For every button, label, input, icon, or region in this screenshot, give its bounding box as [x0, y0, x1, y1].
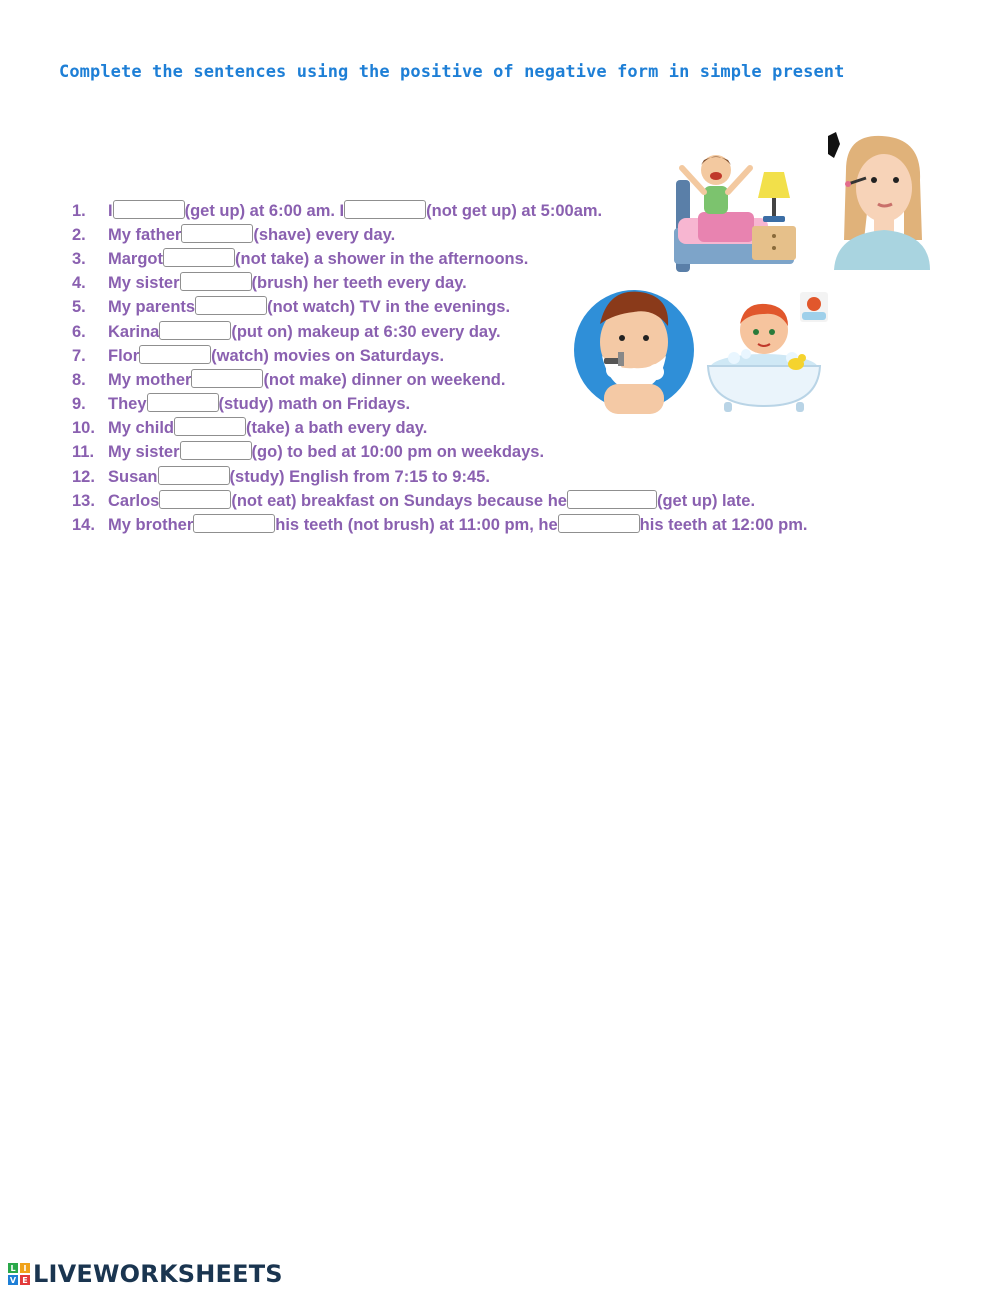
answer-box-1a[interactable]: [113, 200, 185, 219]
man-shaving-image: [574, 280, 694, 414]
answer-box-2[interactable]: [181, 224, 253, 243]
answer-box-12[interactable]: [158, 466, 230, 485]
item-number: 4.: [72, 274, 86, 293]
sentence-text: My sister: [108, 274, 180, 293]
sentence-3: [72, 247, 952, 271]
item-number: 5.: [72, 298, 86, 317]
sentence-text: (study) English from 7:15 to 9:45.: [229, 467, 490, 486]
sentence-text: (get up) late.: [656, 491, 756, 510]
sentence-text: (get up) at 6:00 am. I: [184, 201, 345, 220]
sentence-text: Flor: [108, 346, 140, 365]
item-number: 7.: [72, 346, 86, 365]
sentence-11: [72, 441, 952, 465]
sentence-text: (not make) dinner on weekend.: [263, 370, 506, 389]
sentence-1: [72, 199, 952, 223]
item-number: 3.: [72, 249, 86, 268]
item-number: 2.: [72, 225, 86, 244]
sentence-text: (go) to bed at 10:00 pm on weekdays.: [251, 443, 545, 462]
logo-cube-letter: E: [22, 1276, 28, 1285]
answer-box-3[interactable]: [163, 248, 235, 267]
sentence-text: My father: [108, 225, 182, 244]
sentence-text: (watch) movies on Saturdays.: [211, 346, 445, 365]
sentence-text: Karina: [108, 322, 160, 341]
sentence-text: (not get up) at 5:00am.: [426, 201, 603, 220]
item-number: 9.: [72, 395, 86, 414]
sentence-text: My brother: [108, 516, 194, 535]
instruction-text: Complete the sentences using the positive of negative form in simple present: [59, 62, 845, 82]
sentence-text: Margot: [108, 249, 163, 268]
sentence-text: Susan: [108, 467, 158, 486]
logo-cube-icon: [8, 1263, 30, 1285]
answer-box-6[interactable]: [159, 321, 231, 340]
item-number: 12.: [72, 467, 95, 486]
answer-box-10[interactable]: [174, 417, 246, 436]
boy-waking-up-image: [668, 150, 802, 274]
sentence-text: They: [108, 395, 147, 414]
sentence-text: (not eat) breakfast on Sundays because he: [231, 491, 567, 510]
sentence-text: (take) a bath every day.: [246, 419, 428, 438]
sentence-13: [72, 489, 952, 513]
answer-box-13b[interactable]: [567, 490, 657, 509]
item-number: 6.: [72, 322, 86, 341]
item-number: 10.: [72, 419, 95, 438]
sentence-text: (shave) every day.: [253, 225, 396, 244]
answer-box-4[interactable]: [180, 272, 252, 291]
liveworksheets-logo: [8, 1260, 283, 1288]
sentence-text: (put on) makeup at 6:30 every day.: [231, 322, 501, 341]
item-number: 8.: [72, 370, 86, 389]
logo-cube-letter: L: [10, 1264, 16, 1273]
woman-makeup-image: [826, 130, 934, 270]
sentence-text: his teeth (not brush) at 11:00 pm, he: [275, 516, 558, 535]
sentence-10: [72, 417, 952, 441]
answer-box-1b[interactable]: [344, 200, 426, 219]
sentence-text: his teeth at 12:00 pm.: [639, 516, 808, 535]
sentence-text: (not watch) TV in the evenings.: [267, 298, 511, 317]
sentence-text: My child: [108, 419, 175, 438]
sentence-2: [72, 223, 952, 247]
sentence-text: Carlos: [108, 491, 160, 510]
sentence-text: My parents: [108, 298, 196, 317]
sentence-text: (brush) her teeth every day.: [251, 274, 467, 293]
answer-box-14a[interactable]: [193, 514, 275, 533]
answer-box-9[interactable]: [147, 393, 219, 412]
sentence-text: I: [108, 201, 113, 220]
baby-bath-image: [704, 290, 832, 418]
answer-box-5[interactable]: [195, 296, 267, 315]
item-number: 13.: [72, 491, 95, 510]
item-number: 14.: [72, 516, 95, 535]
sentence-text: My mother: [108, 370, 192, 389]
sentence-text: (study) math on Fridays.: [218, 395, 411, 414]
answer-box-11[interactable]: [180, 441, 252, 460]
item-number: 1.: [72, 201, 86, 220]
sentence-14: [72, 513, 952, 537]
logo-cube-letter: I: [23, 1264, 27, 1273]
logo-cube-letter: V: [9, 1276, 17, 1285]
item-number: 11.: [72, 443, 95, 462]
answer-box-7[interactable]: [139, 345, 211, 364]
answer-box-13a[interactable]: [159, 490, 231, 509]
logo-text: LIVEWORKSHEETS: [33, 1260, 283, 1288]
answer-box-8[interactable]: [191, 369, 263, 388]
sentence-text: My sister: [108, 443, 180, 462]
sentence-12: [72, 465, 952, 489]
sentence-text: (not take) a shower in the afternoons.: [235, 249, 529, 268]
answer-box-14b[interactable]: [558, 514, 640, 533]
